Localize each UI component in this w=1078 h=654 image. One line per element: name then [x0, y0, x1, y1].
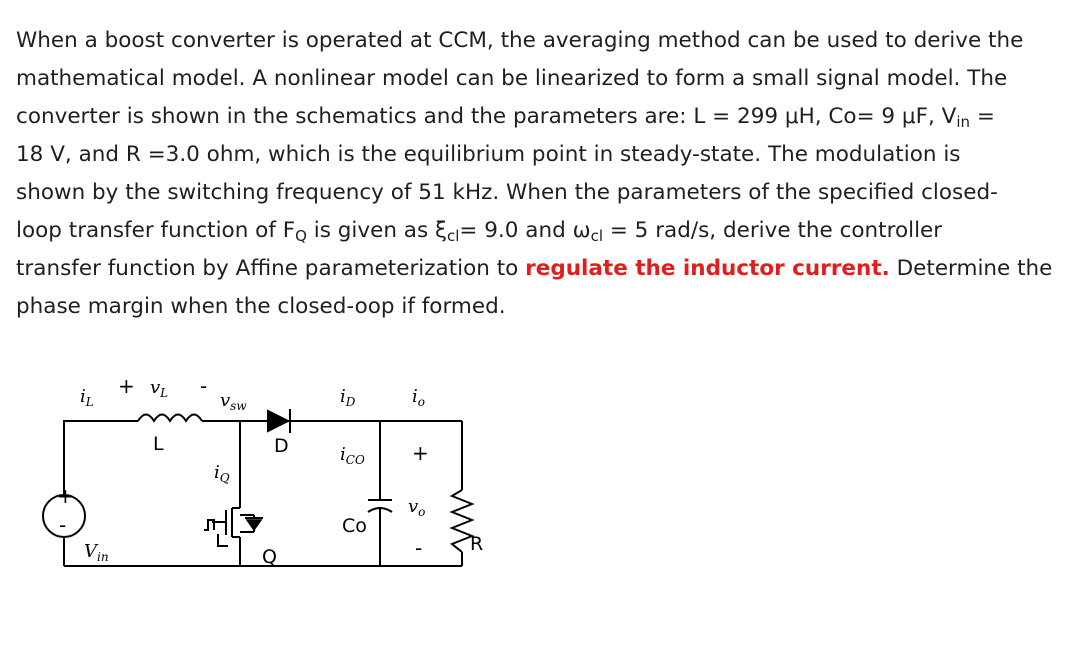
- ico-sub: CO: [345, 453, 365, 467]
- switch-label: Q: [262, 546, 277, 568]
- problem-text: loop transfer function of F: [16, 218, 296, 243]
- highlighted-requirement: regulate the inductor current.: [525, 256, 890, 281]
- io-sub: o: [417, 395, 425, 409]
- resistor-label: R: [470, 533, 484, 555]
- problem-text: transfer function by Affine parameterization to: [16, 256, 526, 281]
- problem-statement: [16, 22, 1066, 326]
- source-plus-sign: +: [57, 484, 74, 508]
- vsw-label: [220, 390, 247, 413]
- problem-line-8: [16, 288, 1066, 326]
- id-main: i: [340, 386, 346, 407]
- problem-text: Determine the: [889, 256, 1053, 281]
- problem-text: = 5 rad/s, derive the controller: [603, 218, 943, 243]
- boost-converter-schematic: [0, 360, 520, 590]
- iq-sub: Q: [219, 471, 230, 485]
- problem-line-3: [16, 98, 1066, 136]
- io-label: [412, 386, 425, 409]
- vo-main: v: [408, 496, 419, 517]
- problem-text: = 9.0 and ω: [459, 218, 591, 243]
- circuit-wires: [64, 421, 462, 566]
- problem-text: When a boost converter is operated at CCM, the averaging method can be used to derive the: [16, 28, 1024, 53]
- vl-sub: L: [160, 386, 169, 400]
- vsw-main: v: [220, 390, 231, 411]
- problem-text: converter is shown in the schematics and the parameters are: L = 299 μH, Co= 9 μF, V: [16, 104, 957, 129]
- inductor-label: L: [153, 433, 164, 455]
- source-minus-sign: -: [59, 513, 67, 537]
- diode-label: D: [274, 435, 289, 457]
- vl-plus-sign: +: [118, 374, 135, 398]
- problem-line-6: [16, 212, 1066, 250]
- iq-label: [214, 462, 230, 485]
- id-sub: D: [345, 395, 356, 409]
- capacitor-label: Co: [342, 515, 367, 537]
- problem-line-7: [16, 250, 1066, 288]
- diode-icon: [268, 409, 300, 433]
- il-sub: L: [85, 395, 94, 409]
- problem-line-1: [16, 22, 1066, 60]
- fq-subscript: Q: [295, 227, 307, 245]
- id-label: [340, 386, 356, 409]
- vin-subscript: in: [956, 113, 971, 131]
- il-main: i: [80, 386, 86, 407]
- iq-main: i: [214, 462, 220, 483]
- vo-label: [408, 496, 425, 519]
- ico-label: [340, 444, 365, 467]
- vo-minus-sign: -: [415, 536, 423, 560]
- omega-subscript: cl: [590, 227, 603, 245]
- ico-main: i: [340, 444, 346, 465]
- problem-text: phase margin when the closed-oop if formed.: [16, 294, 506, 319]
- switch-icon: [204, 508, 263, 546]
- problem-text: shown by the switching frequency of 51 kHz. When the parameters of the specified closed-: [16, 180, 998, 205]
- vin-main: V: [84, 541, 97, 562]
- problem-text: is given as ξ: [306, 218, 447, 243]
- problem-line-5: [16, 174, 1066, 212]
- vo-plus-sign: +: [412, 441, 429, 465]
- vsw-sub: sw: [230, 399, 247, 413]
- problem-text: 18 V, and R =3.0 ohm, which is the equilibrium point in steady-state. The modulation is: [16, 142, 961, 167]
- vin-label: [84, 541, 109, 564]
- inductor-icon: [138, 415, 202, 422]
- vl-main: v: [150, 377, 161, 398]
- io-main: i: [412, 386, 418, 407]
- vo-sub: o: [418, 505, 426, 519]
- vl-minus-sign: -: [200, 374, 208, 398]
- resistor-icon: [452, 490, 472, 552]
- problem-text: mathematical model. A nonlinear model can be linearized to form a small signal model. The: [16, 66, 1008, 91]
- vin-sub: in: [97, 550, 109, 564]
- problem-line-2: [16, 60, 1066, 98]
- input-top-wire: [64, 421, 138, 495]
- vl-label: [150, 377, 168, 400]
- il-label: [80, 386, 94, 409]
- problem-line-4: [16, 136, 1066, 174]
- xi-subscript: cl: [446, 227, 460, 245]
- problem-text: =: [970, 104, 995, 129]
